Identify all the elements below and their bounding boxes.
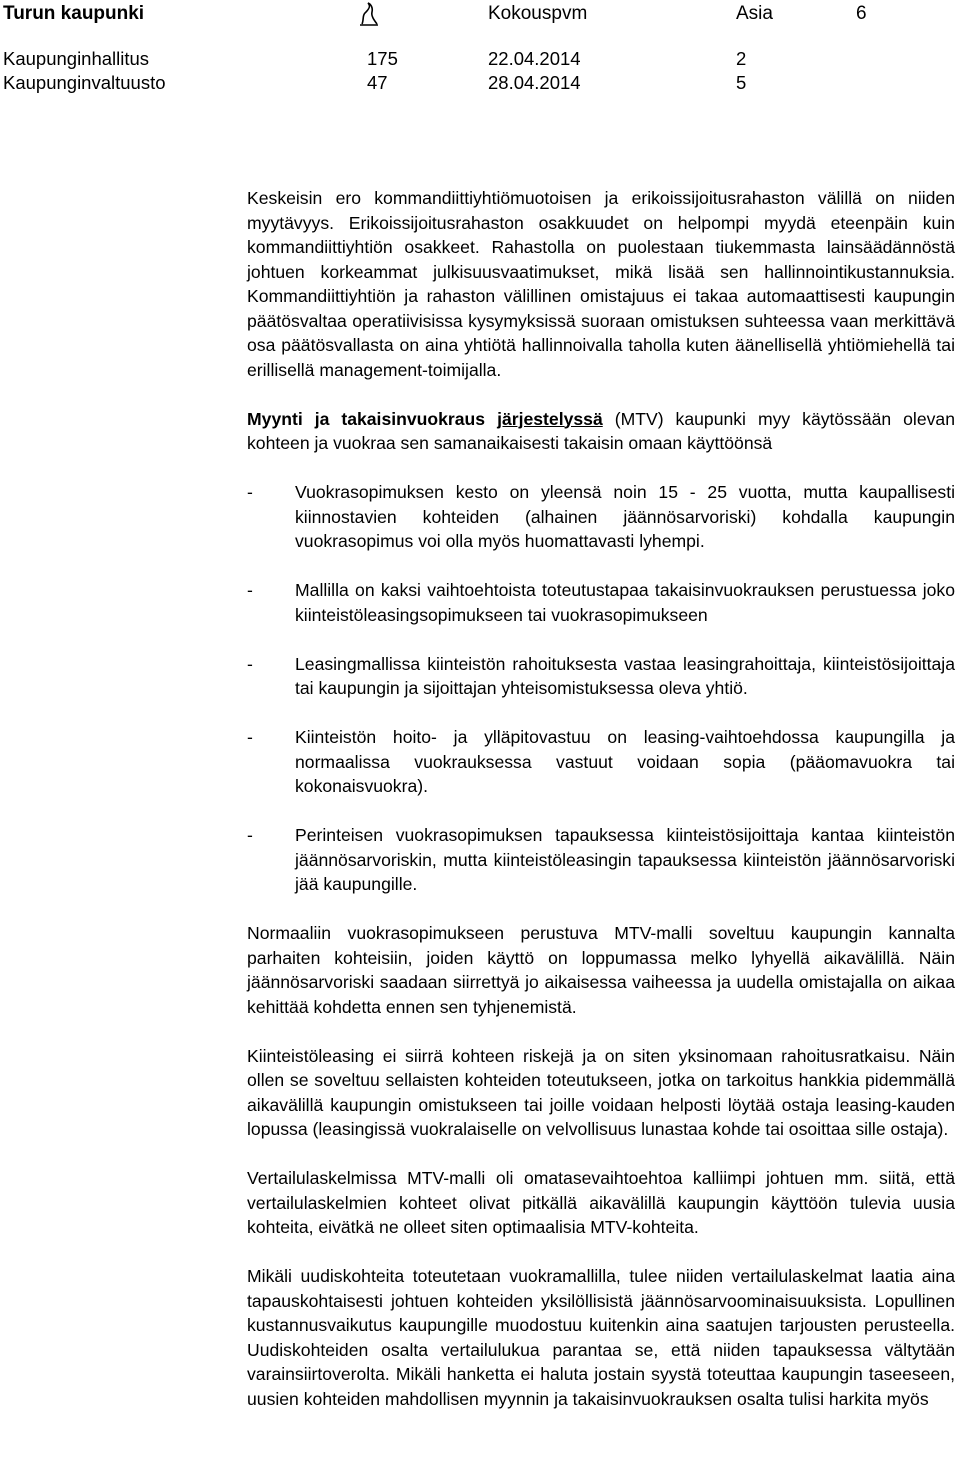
header-row-date: 22.04.2014 — [488, 48, 581, 69]
header-row-date: 28.04.2014 — [488, 72, 581, 93]
bold-term: Myynti ja takaisinvuokraus — [247, 408, 498, 429]
header-row-number: 47 — [367, 72, 388, 93]
header-row-body: Kaupunginvaltuusto — [3, 72, 166, 93]
list-item — [247, 725, 955, 799]
header-row-item: 5 — [736, 72, 747, 93]
list-item-text: Leasingmallissa kiinteistön rahoituksesta vastaa leasingrahoittaja, kiinteistösijoittaja tai kaupungin ja sijoittajan yhteisomistuksessa oleva yhtiö. — [295, 653, 955, 698]
bullet-dash: - — [247, 825, 253, 845]
document-body — [247, 186, 955, 1411]
list-item — [247, 823, 955, 897]
paragraph-text: (MTV) kaupunki myy käytössään olevan kohteen ja vuokraa sen samanaikaisesti takaisin omaan käyttöönsä — [247, 408, 955, 453]
paragraph: Vertailulaskelmissa MTV-malli oli omatasevaihtoehtoa kalliimpi johtuen mm. siitä, että vertailulaskelmien kohteet olivat pitkällä aikavälillä kaupungin käyttöön tulevia uusia kohteita, eivätkä ne olleet siten optimaalisia MTV-kohteita. — [247, 1168, 955, 1237]
bullet-dash: - — [247, 727, 253, 747]
list-item — [247, 480, 955, 554]
paragraph: Kiinteistöleasing ei siirrä kohteen riskejä ja on siten yksinomaan rahoitusratkaisu. Näin ollen se soveltuu sellaisten kohteiden toteutukseen, jotka on tarkoitus hankkia pidemmällä aikavälillä kaupungin omistukseen tai joille voidaan helposti löytää ostaja leasing-kauden lopussa (leasingissä vuokralaiselle on velvollisuus lunastaa kohde tai osoittaa sille ostaja). — [247, 1045, 955, 1139]
paragraph: Keskeisin ero kommandiittiyhtiömuotoisen ja erikoissijoitusrahaston välillä on niiden myytävyys. Erikoissijoitusrahaston osakkuudet on helpompi myydä eteenpäin kuin kommandiittiyhtiön osakkeet. Rahastolla on puolestaan tiukemmasta lainsäädännöstä johtuen korkeammat julkisuusvaatimukset, mikä lisää sen hallinnointikustannuksia. Kommandiittiyhtiön ja rahaston välillinen omistajuus ei takaa automaattisesti kaupungin päätösvaltaa operatiivisissa kysymyksissä suoraan omistuksen suhteessa vaan merkittävä osa päätösvallasta on aina yhtiötä hallinnoivalla taholla kuten äänellisellä yhtiömiehellä tai erillisellä management-toimijalla. — [247, 188, 955, 380]
paragraph-mtv-intro — [247, 407, 955, 456]
item-label: Asia — [736, 3, 773, 24]
bullet-dash: - — [247, 653, 253, 674]
paragraph: Mikäli uudiskohteita toteutetaan vuokramallilla, tulee niiden vertailulaskelmat laatia aina tapauskohtaisesti johtuen kohteiden yksilöllisistä jäännösarvoominaisuuksista. Lopullinen kustannusvaikutus kaupungille muodostuu kuitenkin aina saatujen tarjousten perusteella. Uudiskohteiden osalta vertailulukua parantaa se, että niiden tapauksessa vältytään varainsiirtoverolta. Mikäli hanketta ei haluta jostain syystä toteuttaa kaupungin taseeseen, uusien kohteiden mahdollisen myynnin ja takaisinvuokrauksen osalta tulisi harkita myös — [247, 1266, 955, 1409]
list-item — [247, 578, 955, 627]
list-item-text: Mallilla on kaksi vaihtoehtoista toteutustapaa takaisinvuokrauksen perustuessa joko kiinteistöleasingsopimukseen tai vuokrasopimukseen — [295, 580, 955, 625]
bullet-dash: - — [247, 580, 253, 600]
header-row-number: 175 — [367, 48, 398, 69]
header-row-body: Kaupunginhallitus — [3, 48, 150, 69]
list-item-text: Kiinteistön hoito- ja ylläpitovastuu on leasing-vaihtoehdossa kaupungilla ja normaalissa vuokrauksessa vastuut voidaan sopia (pääomavuokra tai kokonaisvuokra). — [295, 727, 955, 796]
list-item — [247, 652, 955, 701]
bullet-dash: - — [247, 482, 253, 502]
bold-underlined-term: järjestelyssä — [497, 408, 603, 429]
meeting-date-label: Kokouspvm — [488, 3, 588, 24]
paragraph: Normaaliin vuokrasopimukseen perustuva MTV-malli soveltuu kaupungin kannalta parhaiten kohteisiin, joiden käyttö on loppumassa melko lyhyellä aikavälillä. Näin jäännösarvoriski saadaan siirrettyä jo aikaisessa vaiheessa ja uudella omistajalla on aikaa kehittää kohdetta ennen sen tyhjenemistä. — [247, 923, 955, 1017]
header-row-item: 2 — [736, 48, 747, 69]
turku-crest-icon — [358, 0, 380, 26]
page-number: 6 — [856, 3, 867, 24]
list-item-text: Vuokrasopimuksen kesto on yleensä noin 15 - 25 vuotta, mutta kaupallisesti kiinnostavien kohteiden (alhainen jäännösarvoriski) kohdalla kaupungin vuokrasopimus voi olla myös huomattavasti lyhempi. — [295, 482, 955, 551]
city-name: Turun kaupunki — [3, 3, 145, 24]
list-item-text: Perinteisen vuokrasopimuksen tapauksessa kiinteistösijoittaja kantaa kiinteistön jäännösarvoriskin, mutta kiinteistöleasingin tapauksessa kiinteistön jäännösarvoriski jää kaupungille. — [295, 825, 955, 894]
